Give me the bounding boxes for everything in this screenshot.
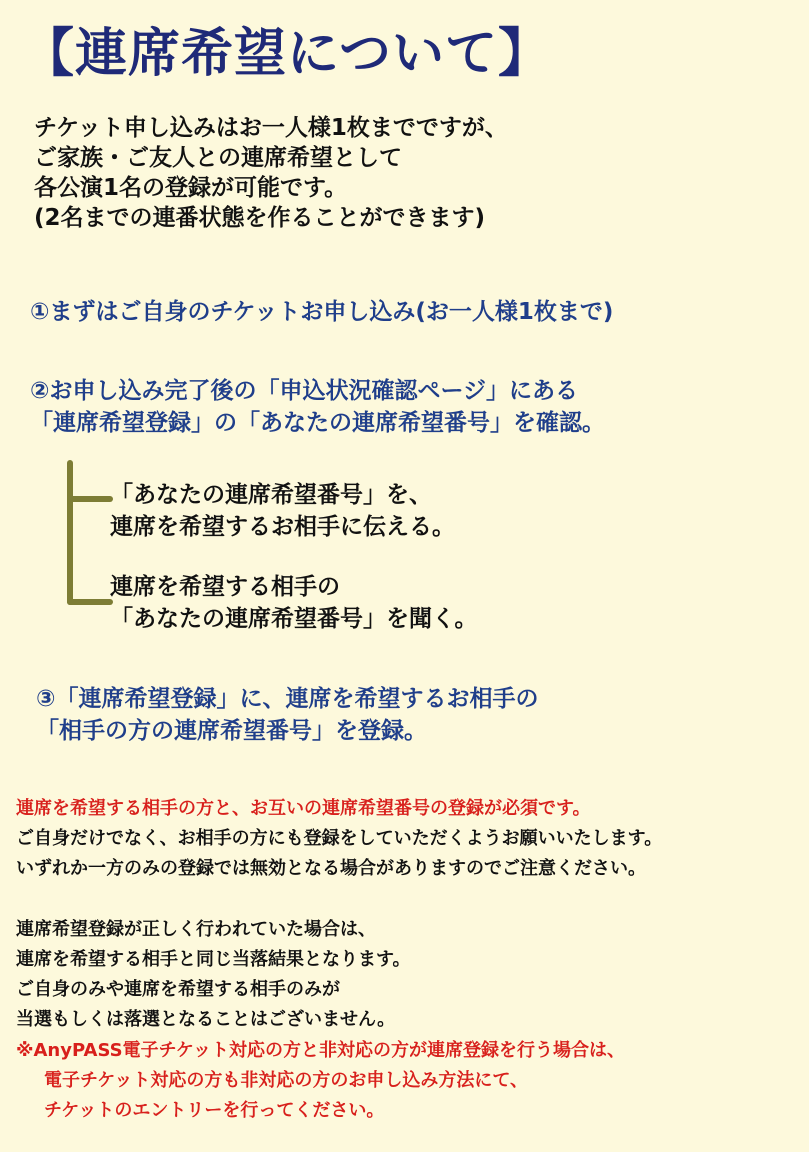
sub-step-ask bbox=[110, 571, 478, 635]
anypass-note bbox=[16, 1036, 625, 1126]
anypass-line: ※AnyPASS電子チケット対応の方と非対応の方が連席登録を行う場合は、 bbox=[16, 1040, 625, 1061]
intro-line: 各公演1名の登録が可能です。 bbox=[34, 175, 348, 201]
sub-step-ask-line: 「あなたの連席希望番号」を聞く。 bbox=[110, 606, 478, 632]
notice-line: ご自身だけでなく、お相手の方にも登録をしていただくようお願いいたします。 bbox=[16, 828, 663, 849]
sub-step-ask-line: 連席を希望する相手の bbox=[110, 574, 340, 600]
step-3-line: ③「連席希望登録」に、連席を希望するお相手の bbox=[36, 686, 539, 712]
step-3 bbox=[36, 683, 538, 747]
result-line: 連席希望登録が正しく行われていた場合は、 bbox=[16, 919, 376, 940]
step-2 bbox=[30, 375, 605, 439]
bracket-branch-1 bbox=[67, 496, 113, 502]
step-1-text: ①まずはご自身のチケットお申し込み(お一人様1枚まで) bbox=[30, 299, 614, 325]
step-3-line: 「相手の方の連席希望番号」を登録。 bbox=[36, 718, 427, 744]
result-line: ご自身のみや連席を希望する相手のみが bbox=[16, 979, 340, 1000]
sub-step-share bbox=[110, 479, 455, 543]
sub-step-share-line: 「あなたの連席希望番号」を、 bbox=[110, 482, 432, 508]
result-block bbox=[16, 915, 411, 1035]
intro-line: チケット申し込みはお一人様1枚までですが、 bbox=[34, 115, 508, 141]
intro-line: (2名までの連番状態を作ることができます) bbox=[34, 205, 486, 231]
result-line: 連席を希望する相手と同じ当落結果となります。 bbox=[16, 949, 411, 970]
notice-warning: 連席を希望する相手の方と、お互いの連席希望番号の登録が必須です。 bbox=[16, 798, 591, 819]
page-title: 【連席希望について】 bbox=[22, 24, 551, 84]
sub-step-share-line: 連席を希望するお相手に伝える。 bbox=[110, 514, 455, 540]
step-1 bbox=[30, 296, 613, 328]
step-2-line: 「連席希望登録」の「あなたの連席希望番号」を確認。 bbox=[30, 410, 605, 436]
notice-line: いずれか一方のみの登録では無効となる場合がありますのでご注意ください。 bbox=[16, 858, 646, 879]
anypass-line: チケットのエントリーを行ってください。 bbox=[44, 1100, 385, 1121]
step-2-line: ②お申し込み完了後の「申込状況確認ページ」にある bbox=[30, 378, 579, 404]
anypass-line: 電子チケット対応の方も非対応の方のお申し込み方法にて、 bbox=[44, 1070, 529, 1091]
intro-text bbox=[34, 113, 508, 233]
intro-line: ご家族・ご友人との連席希望として bbox=[34, 145, 402, 171]
bracket-vertical bbox=[67, 460, 73, 605]
notice-block bbox=[16, 794, 662, 884]
result-line: 当選もしくは落選となることはございません。 bbox=[16, 1009, 396, 1030]
bracket-branch-2 bbox=[67, 599, 113, 605]
